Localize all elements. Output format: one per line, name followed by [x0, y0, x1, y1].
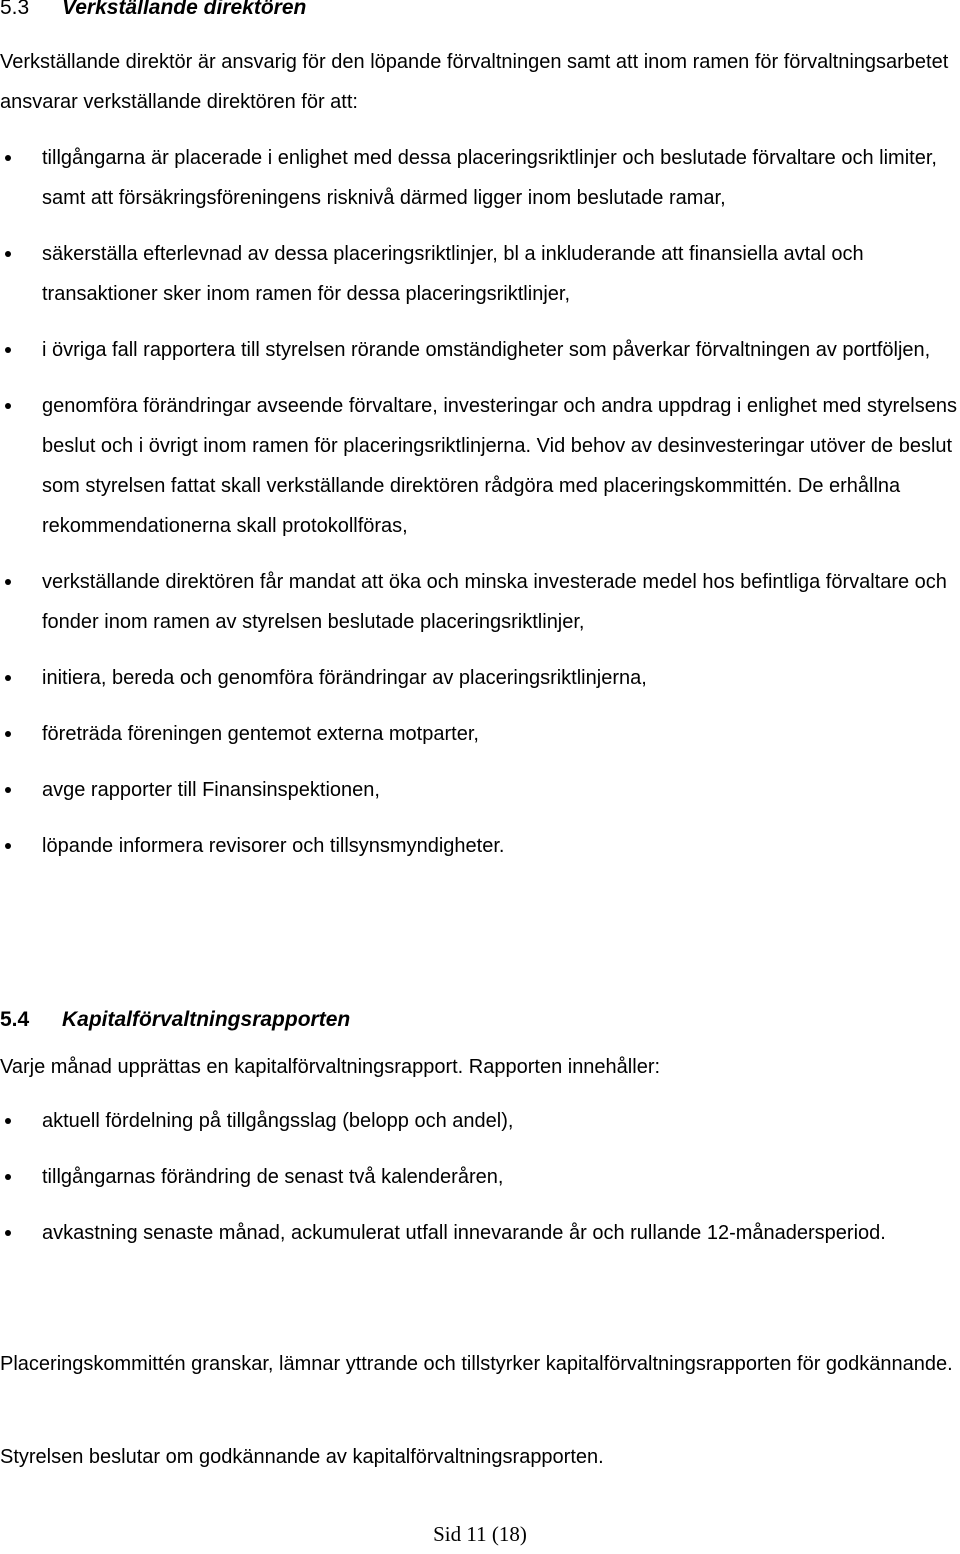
bullet-icon	[5, 675, 11, 681]
list-item: aktuell fördelning på tillgångsslag (belopp och andel),	[0, 1101, 960, 1141]
list-item: verkställande direktören får mandat att öka och minska investerade medel hos befintliga förvaltare och fonder inom ramen av styrelsen beslutade placeringsriktlinjer,	[0, 562, 960, 642]
list-item: i övriga fall rapportera till styrelsen rörande omständigheter som påverkar förvaltningen av portföljen,	[0, 330, 960, 370]
list-item: initiera, bereda och genomföra förändringar av placeringsriktlinjerna,	[0, 658, 960, 698]
list-item: löpande informera revisorer och tillsynsmyndigheter.	[0, 826, 960, 866]
bullet-icon	[5, 403, 11, 409]
section-heading-5-4	[0, 1008, 350, 1032]
bullet-icon	[5, 155, 11, 161]
list-item: företräda föreningen gentemot externa motparter,	[0, 714, 960, 754]
bullet-icon	[5, 787, 11, 793]
bullet-icon	[5, 843, 11, 849]
section-number: 5.3	[0, 0, 30, 19]
bullet-list-5-3	[0, 138, 960, 866]
section-heading-5-3	[0, 0, 306, 20]
section-title: Verkställande direktören	[62, 0, 307, 19]
section-intro: Varje månad upprättas en kapitalförvaltningsrapport. Rapporten innehåller:	[0, 1056, 661, 1078]
body-paragraph: Styrelsen beslutar om godkännande av kapitalförvaltningsrapporten.	[0, 1446, 604, 1468]
bullet-icon	[5, 579, 11, 585]
section-title: Kapitalförvaltningsrapporten	[62, 1008, 351, 1031]
list-item: tillgångarnas förändring de senast två kalenderåren,	[0, 1157, 960, 1197]
page-number-footer: Sid 11 (18)	[433, 1522, 527, 1546]
section-intro: Verkställande direktör är ansvarig för den löpande förvaltningen samt att inom ramen för förvaltningsarbetet ansvarar verkställande direktören för att:	[0, 51, 949, 113]
bullet-icon	[5, 347, 11, 353]
section-number: 5.4	[0, 1008, 30, 1031]
list-item: tillgångarna är placerade i enlighet med dessa placeringsriktlinjer och beslutade förvaltare och limiter, samt att försäkringsföreningens risknivå därmed ligger inom beslutade ramar,	[0, 138, 960, 218]
bullet-list-5-4	[0, 1101, 960, 1253]
bullet-icon	[5, 1118, 11, 1124]
bullet-icon	[5, 731, 11, 737]
bullet-icon	[5, 1174, 11, 1180]
list-item: avkastning senaste månad, ackumulerat utfall innevarande år och rullande 12-månadersperiod.	[0, 1213, 960, 1253]
list-item: genomföra förändringar avseende förvaltare, investeringar och andra uppdrag i enlighet med styrelsens beslut och i övrigt inom ramen för placeringsriktlinjerna. Vid behov av desinvesteringar utöver de beslut som styrelsen fattat skall verkställande direktören rådgöra med placeringskommittén. De erhållna rekommendationerna skall protokollföras,	[0, 386, 960, 546]
list-item: säkerställa efterlevnad av dessa placeringsriktlinjer, bl a inkluderande att finansiella avtal och transaktioner sker inom ramen för dessa placeringsriktlinjer,	[0, 234, 960, 314]
bullet-icon	[5, 1230, 11, 1236]
list-item: avge rapporter till Finansinspektionen,	[0, 770, 960, 810]
bullet-icon	[5, 251, 11, 257]
body-paragraph: Placeringskommittén granskar, lämnar yttrande och tillstyrker kapitalförvaltningsrapporten för godkännande.	[0, 1353, 953, 1375]
